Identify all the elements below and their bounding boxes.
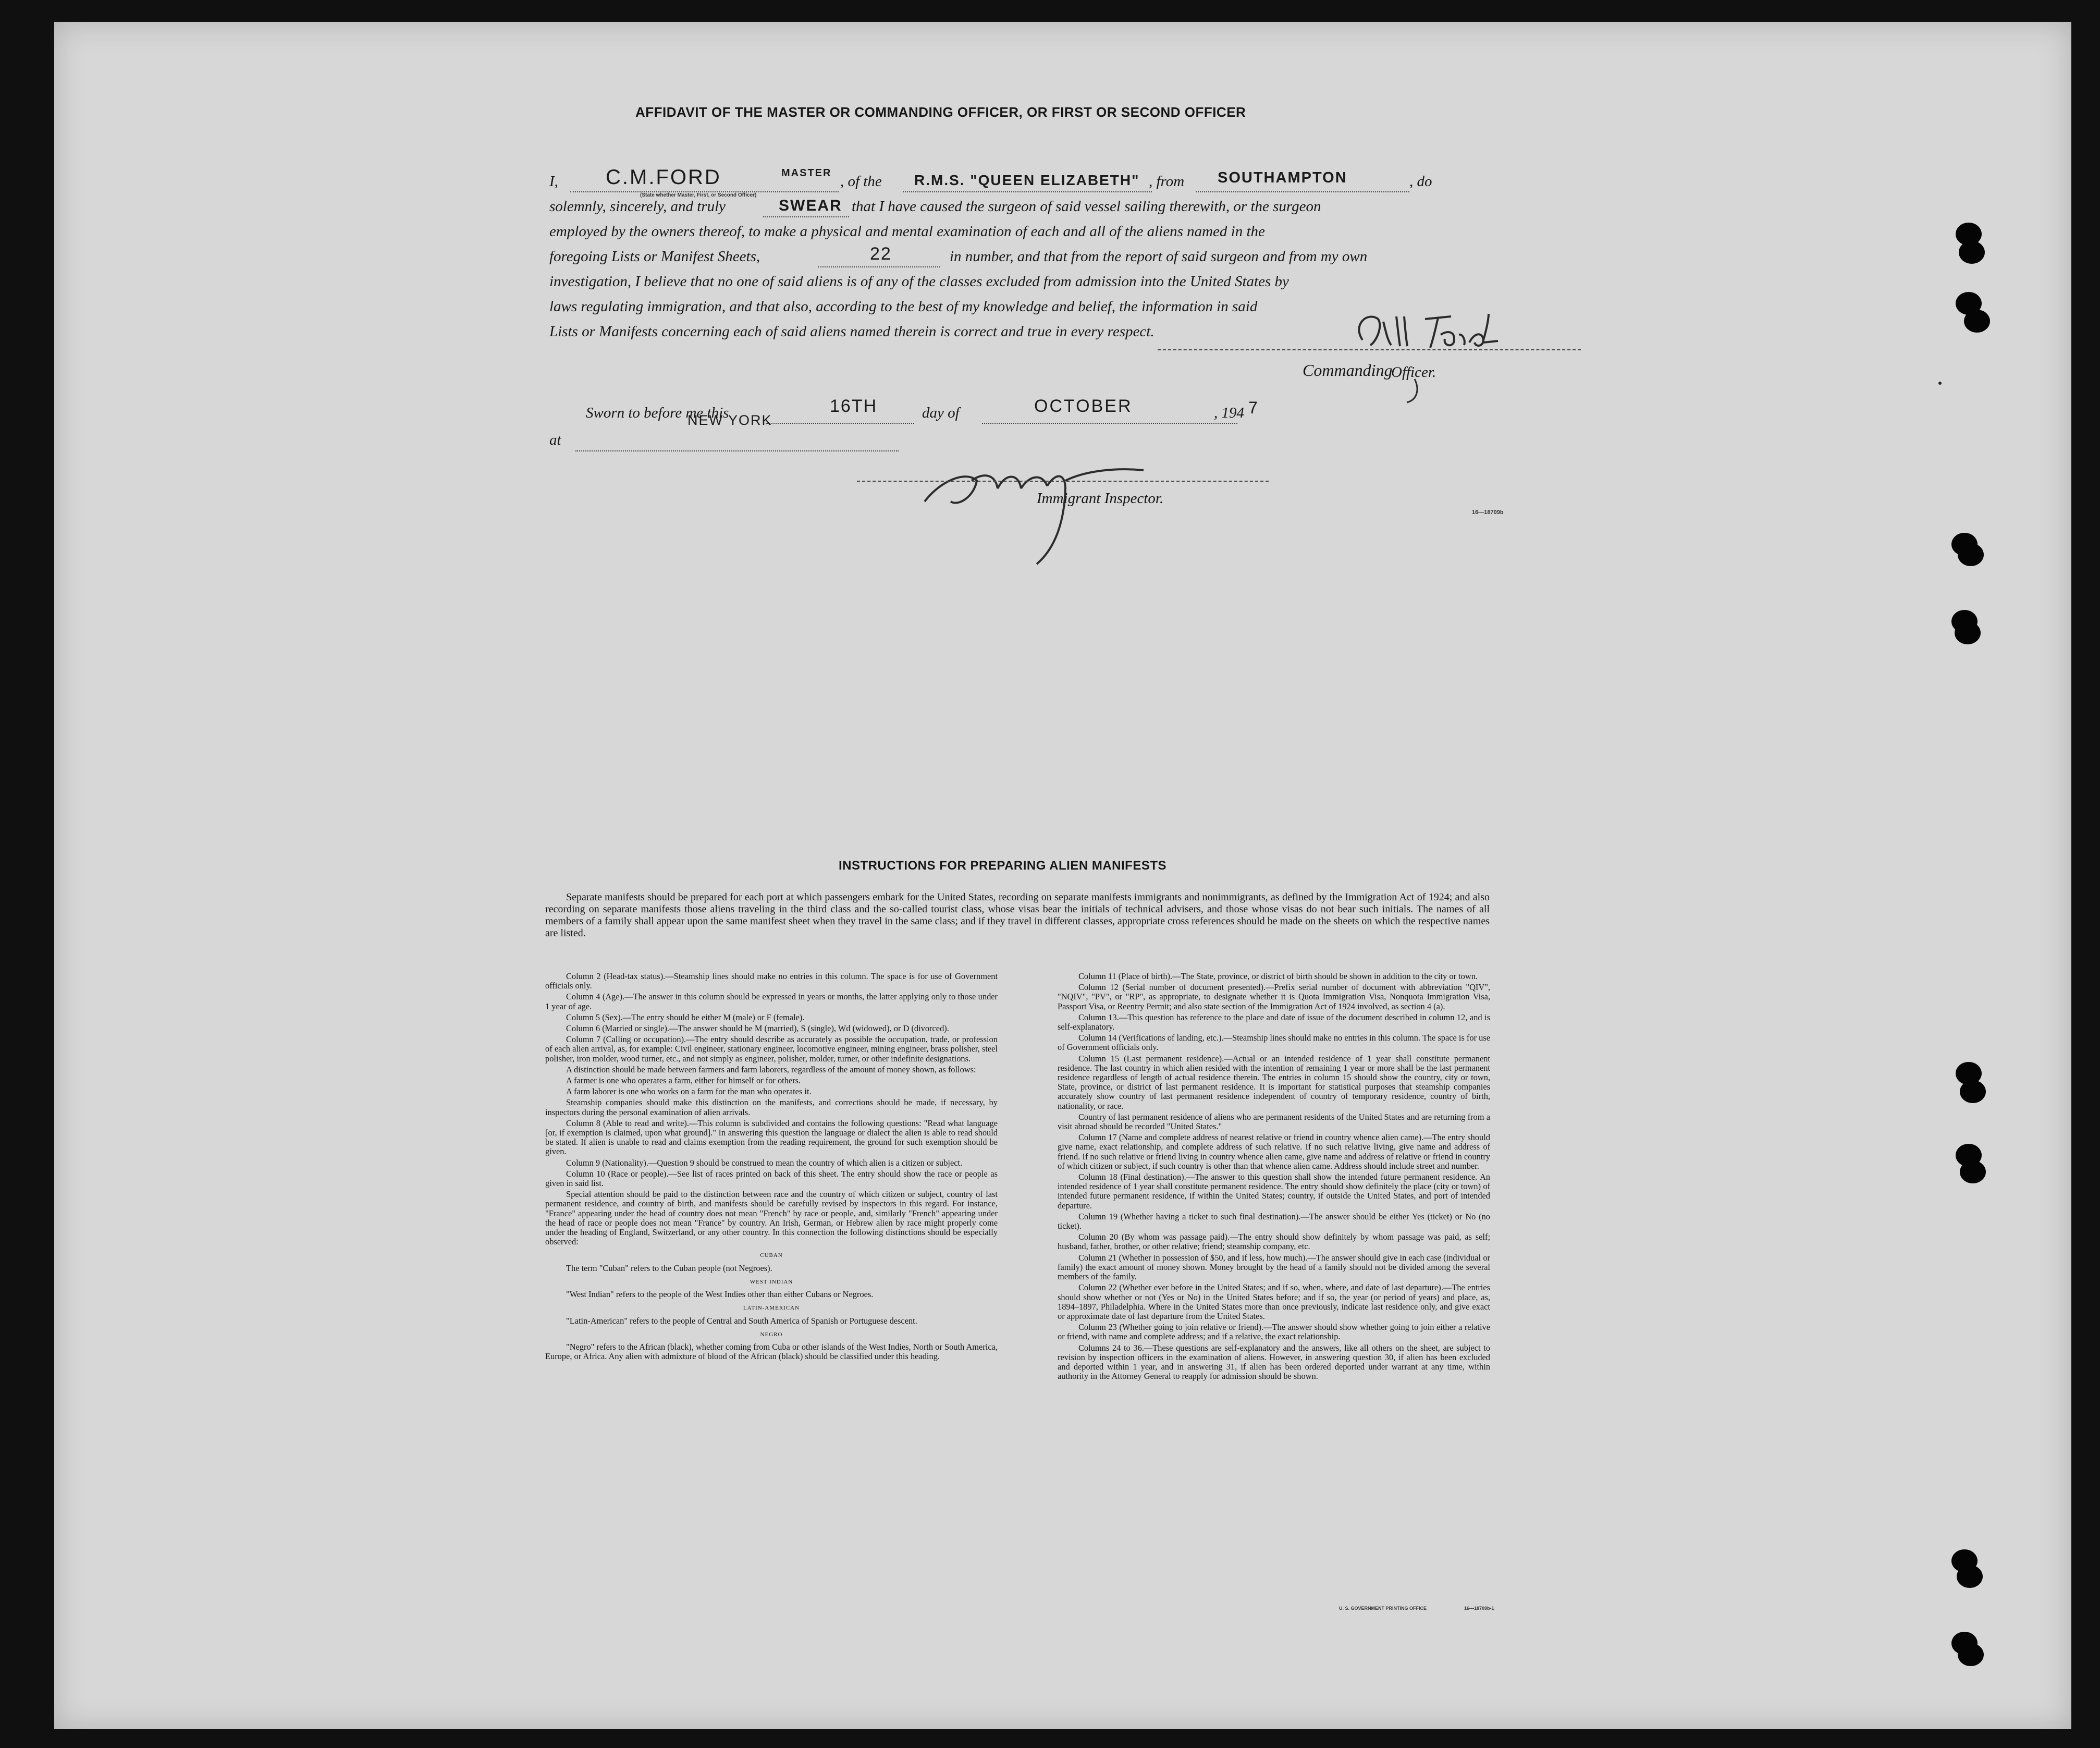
right-para: Column 11 (Place of birth).—The State, province, or district of birth should be shown in addition to the city or town. [1078,971,1478,981]
oath-value: SWEAR [779,197,842,214]
instructions-title: INSTRUCTIONS FOR PREPARING ALIEN MANIFESTS [839,859,1167,873]
left-para: A farmer is one who operates a farm, either for himself or for others. [566,1075,801,1086]
punch-hole [1958,1643,1984,1666]
left-para: Column 5 (Sex).—The entry should be either M (male) or F (female). [566,1012,805,1022]
punch-hole [1958,543,1984,566]
latin-american-heading: LATIN-AMERICAN [743,1305,800,1312]
port-name: SOUTHAMPTON [1218,169,1347,186]
punch-hole [1960,1080,1986,1103]
left-para: A farm laborer is one who works on a farm for the man who operates it. [566,1086,812,1097]
master-name: C.M.FORD [606,166,721,189]
ship-blank [903,191,1152,192]
latin-american-text: "Latin-American" refers to the people of Central and South America of Spanish or Portuguese descent. [566,1315,917,1326]
punch-hole [1959,241,1985,264]
officer-label: Officer. [1391,364,1436,381]
affidavit-title: AFFIDAVIT OF THE MASTER OR COMMANDING OFFICER, OR FIRST OR SECOND OFFICER [635,104,1246,120]
from-label: , from [1149,173,1185,190]
left-para: Column 8 (Able to read and write).—This column is subdivided and contains the following questions: "Read what language [or, if exemption is claimed, upon what ground]." In answering this question the language or dialect the alien is able to read should be stated. If alien is unable to read and claims exemption from the reading requirement, the ground for such exemption should be given. [545,1118,998,1157]
left-para: Column 6 (Married or single).—The answer should be M (married), S (single), Wd (widowed), or D (divorced). [566,1023,949,1034]
punch-hole [1957,1565,1983,1588]
right-para: Column 23 (Whether going to join relative or friend).—The answer should show whether going to join either a relative or friend, with name and complete address; and if a relative, the exact relationship. [1058,1322,1490,1342]
printer-mark: U. S. GOVERNMENT PRINTING OFFICE [1339,1606,1427,1611]
right-para: Column 20 (By whom was passage paid).—The entry should show definitely by whom passage was paid, as self; husband, father, brother, or other relative; friend; steamship company, etc. [1058,1232,1490,1252]
of-the-label: , of the [840,173,882,190]
master-signature [1347,303,1503,361]
west-indian-heading: WEST INDIAN [750,1278,793,1285]
right-para: Column 14 (Verifications of landing, etc.).—Steamship lines should make no entries in this column. The space is for use of Government officials only. [1058,1033,1490,1053]
ship-name: R.M.S. "QUEEN ELIZABETH" [914,172,1140,188]
rank-value: MASTER [781,167,832,179]
at-label: at [549,432,561,448]
left-para: A distinction should be made between farmers and farm laborers, regardless of the amount of money shown, as follows: [566,1064,976,1074]
i-prefix: I, [549,173,558,190]
oath-blank [763,216,849,217]
line3: employed by the owners thereof, to make a physical and mental examination of each and all of the aliens named in the [549,223,1265,240]
sheets-count: 22 [870,244,892,264]
left-para: Column 4 (Age).—The answer in this column should be expressed in years or months, the latter applying only to those under 1 year of age. [545,992,998,1011]
instructions-right-column [1058,972,1490,1383]
left-para: Special attention should be paid to the distinction between race and the country of which citizen or subject, country of last permanent residence, and country of birth, and manifests should be carefully revised by inspectors in this regard. For instance, "France" appearing under the head of country does not mean "French" by race or people, and, similarly "French" appearing under the head of race or people does not mean "France" by country. An Irish, German, or Hebrew alien by race might properly come under the heading of England, Switzerland, or any other country. In this connection the following distinctions should be especially observed: [545,1189,998,1247]
sworn-label: Sworn to before me this [586,405,729,421]
right-para: Column 17 (Name and complete address of nearest relative or friend in country whence alien came).—The entry should give name, exact relationship, and complete address of such relative. If no such relative living, give name and address of friend. If no such relative or friend living in country whence alien came, give name and address of relative or friend in country of which citizen or subject, if such country is other than that whence alien came. Address should include street and number. [1058,1132,1490,1171]
inspector-label: Immigrant Inspector. [1037,490,1164,507]
right-para: Column 22 (Whether ever before in the United States; and if so, when, where, and date of last departure).—The entries should show whether or not (Yes or No) in the United States before; and if so, the year (or period of years) and place, as, 1894–1897, Philadelphia. Where in the United States more than once previously, indicate last residence only, and give exact or approximate date of last departure from the United States. [1058,1282,1490,1321]
month-value: OCTOBER [1034,396,1133,416]
place-value: NEW YORK [687,412,772,428]
west-indian-text: "West Indian" refers to the people of the West Indies other than either Cubans or Negroes. [566,1289,874,1300]
right-para: Columns 24 to 36.—These questions are self-explanatory and the answers, like all others on the sheet, are subject to revision by inspection officers in the examination of aliens. However, in answering question 30, if alien has been excluded and deported within 1 year, and in answering 31, if alien has been ordered deported under warrant at any time, within authority in the Attorney General to reapply for admission should be shown. [1058,1342,1490,1382]
punch-hole [1955,621,1981,644]
right-para: Column 12 (Serial number of document presented).—Prefix serial number of document with abbreviation "QIV", "NQIV", "PV", or "RP", as appropriate, to designate whether it is Quota Immigration Visa, Nonquota Immigration Visa, Passport Visa, or Reentry Permit; and also state section of the Immigration Act of 1924 involved, as section 4 (a). [1058,982,1490,1011]
line7: Lists or Manifests concerning each of said aliens named therein is correct and true in every respect. [549,323,1155,340]
inspector-line [857,481,1269,482]
rank-note: (State whether Master, First, or Second Officer) [640,192,757,198]
instructions-left-column [545,972,998,1363]
right-para: Country of last permanent residence of aliens who are permanent residents of the United States and are returning from a visit abroad should be recorded "United States." [1058,1111,1490,1132]
line2-a: solemnly, sincerely, and truly [549,198,726,215]
year-prefix: , 194 [1214,405,1244,421]
sheets-blank [818,266,940,267]
left-para: Column 7 (Calling or occupation).—The entry should describe as accurately as possible the occupation, trade, or profession of each alien arrival, as, for example: Civil engineer, stationary engineer, locomotive engineer, mining engineer, brass polisher, steel polisher, iron molder, wood turner, etc., and not simply as engineer, polisher, molder, turner, or other indefinite designations. [545,1034,998,1064]
line4-a: foregoing Lists or Manifest Sheets, [549,248,760,265]
port-blank [1196,191,1409,192]
line6: laws regulating immigration, and that also, according to the best of my knowledge and belief, the information in said [549,298,1258,315]
manifest-sheet [54,22,2071,1729]
right-para: Column 19 (Whether having a ticket to such final destination).—The answer should be either Yes (ticket) or No (no ticket). [1058,1211,1490,1231]
cuban-heading: CUBAN [760,1252,783,1259]
commanding-label: Commanding [1303,361,1393,380]
cuban-text: The term "Cuban" refers to the Cuban people (not Negroes). [566,1263,772,1273]
ink-dot [1938,382,1942,385]
instructions-form-no: 16—18709b-1 [1464,1606,1494,1611]
do-label: , do [1409,173,1432,190]
day-of-label: day of [922,405,960,421]
month-blank [982,423,1237,424]
instructions-intro: Separate manifests should be prepared for each port at which passengers embark for the United States, recording on separate manifests immigrants and nonimmigrants, as defined by the Immigration Act of 1924; and also recording on separate manifests those aliens traveling in the third class and the so-called tourist class, whose visas bear the initials of technical advisers, and those whose visas do not bear such initials. The names of all members of a family shall appear upon the same manifest sheet when they travel in the same class; and if they travel in different classes, appropriate cross references should be made on the sheets on which the respective names are listed. [545,891,1490,939]
place-blank [575,450,899,451]
line4-b: in number, and that from the report of said surgeon and from my own [950,248,1368,265]
left-para: Column 2 (Head-tax status).—Steamship lines should make no entries in this column. The space is for use of Government officials only. [545,971,998,991]
signature-line [1158,349,1581,350]
affidavit-form-no: 16—18709b [1472,509,1504,516]
left-para: Column 9 (Nationality).—Question 9 should be construed to mean the country of which alien is a citizen or subject. [566,1157,963,1168]
year-digit: 7 [1248,398,1259,417]
punch-hole [1960,1160,1986,1183]
negro-heading: NEGRO [760,1331,783,1338]
right-para: Column 18 (Final destination).—The answer to this question shall show the intended future permanent residence. An intended residence of 1 year shall constitute permanent residence. The entry should show definitely the place (city or town) of intended future permanent residence, if within the United States; country, if outside the United States, and port of intended departure. [1058,1172,1490,1211]
right-para: Column 15 (Last permanent residence).—Actual or an intended residence of 1 year shall constitute permanent residence. The last country in which alien resided with the intention of remaining 1 year or more shall be the last permanent residence regardless of length of actual residence therein. The entries in column 15 should show the country, city or town, State, province, or district of last permanent residence. It is important for statistical purposes that steamship companies accurately show country of last permanent residence independent of country of temporary residence, country of birth, nationality, or race. [1058,1053,1490,1111]
left-para: Steamship companies should make this distinction on the manifests, and corrections should be made, if necessary, by inspectors during the personal examination of alien arrivals. [545,1097,998,1117]
line2-b: that I have caused the surgeon of said vessel sailing therewith, or the surgeon [852,198,1321,215]
right-para: Column 13.—This question has reference to the place and date of issue of the document described in column 12, and is self-explanatory. [1058,1012,1490,1032]
left-para: Column 10 (Race or people).—See list of races printed on back of this sheet. The entry should show the race or people as given in said list. [545,1168,998,1189]
punch-hole [1964,310,1990,333]
line5: investigation, I believe that no one of said aliens is of any of the classes excluded from admission into the United States by [549,273,1289,290]
right-para: Column 21 (Whether in possession of $50, and if less, how much).—The answer should give in each case (individual or family) the exact amount of money shown. Money brought by the head of a family should not be divided among the several members of the family. [1058,1252,1490,1282]
negro-text: "Negro" refers to the African (black), whether coming from Cuba or other islands of the West Indies, North or South America, Europe, or Africa. Any alien with admixture of blood of the African (black) should be classified under this heading. [545,1341,998,1362]
day-value: 16TH [830,396,878,416]
commanding-flourish [1404,376,1430,408]
day-blank [766,423,914,424]
